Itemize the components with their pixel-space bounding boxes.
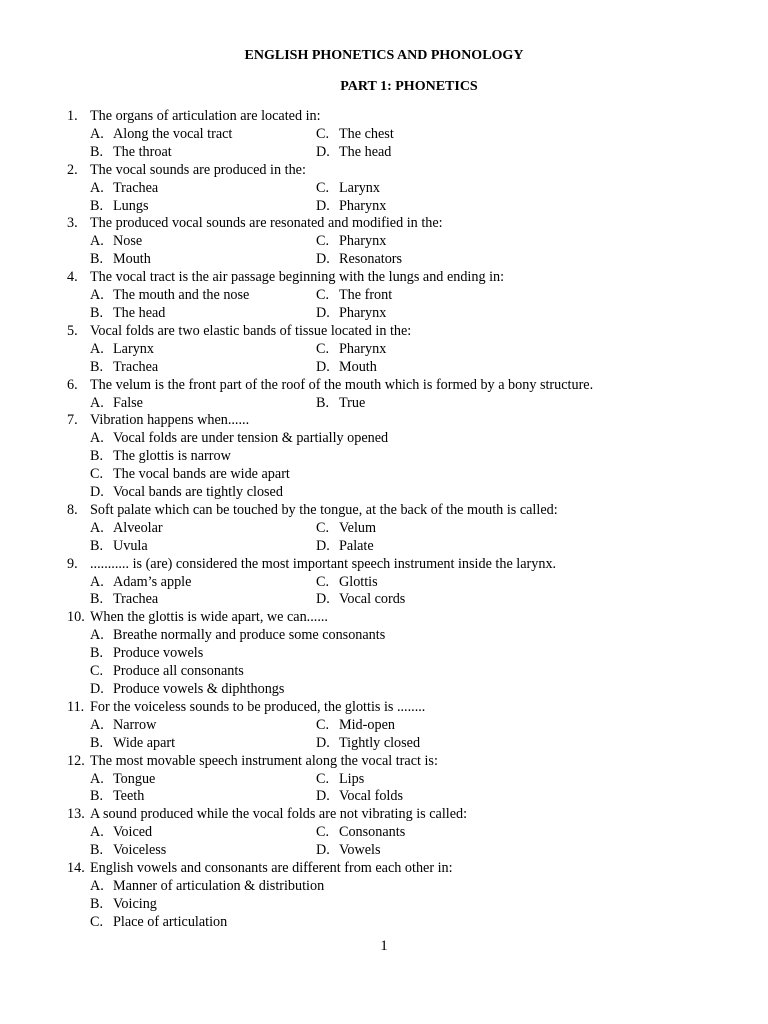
question-item — [67, 215, 707, 269]
option-letter: C. — [90, 913, 104, 930]
question-number: 2. — [67, 161, 78, 178]
question-text: English vowels and consonants are different from each other in: — [90, 860, 453, 877]
option-text: Tongue — [113, 770, 156, 787]
answer-option — [316, 198, 386, 216]
question-number: 14. — [67, 860, 85, 877]
option-text: Produce all consonants — [113, 663, 244, 680]
answer-option — [90, 878, 324, 896]
option-letter: D. — [316, 537, 330, 554]
option-text: Velum — [339, 519, 377, 536]
question-number: 3. — [67, 215, 78, 232]
options-row — [90, 484, 707, 502]
options-row — [90, 180, 707, 198]
option-text: Glottis — [339, 573, 378, 590]
question-line — [67, 699, 707, 717]
question-item — [67, 699, 707, 753]
part-title: PART 1: PHONETICS — [340, 79, 478, 94]
option-text: Produce vowels & diphthongs — [113, 681, 285, 697]
answer-option — [90, 645, 203, 663]
question-text: Vibration happens when...... — [90, 412, 250, 429]
answer-option — [90, 842, 316, 860]
option-text: Palate — [339, 537, 374, 554]
question-number: 9. — [67, 555, 78, 572]
options-row — [90, 574, 707, 592]
question-text: Vocal folds are two elastic bands of tissue located in the: — [90, 322, 412, 339]
option-letter: A. — [90, 716, 104, 733]
option-text: Lips — [339, 770, 365, 787]
options-row — [90, 448, 707, 466]
question-number: 11. — [67, 698, 85, 715]
question-item — [67, 609, 707, 699]
options-row — [90, 233, 707, 251]
answer-option — [90, 896, 157, 914]
option-text: Mouth — [113, 251, 151, 268]
options-block — [67, 878, 707, 932]
options-block — [67, 627, 707, 699]
option-text: Wide apart — [113, 734, 176, 751]
question-item — [67, 412, 707, 502]
option-text: Produce vowels — [113, 645, 204, 662]
option-text: Voiced — [113, 824, 153, 841]
options-row — [90, 627, 707, 645]
option-letter: A. — [90, 287, 104, 304]
option-text: Alveolar — [113, 519, 163, 536]
options-row — [90, 735, 707, 753]
answer-option — [90, 233, 316, 251]
answer-option — [316, 717, 395, 735]
option-text: Pharynx — [339, 233, 387, 250]
options-block — [67, 126, 707, 162]
answer-option — [90, 395, 316, 413]
question-line — [67, 162, 707, 180]
question-item — [67, 806, 707, 860]
option-text: The chest — [339, 125, 394, 142]
option-text: The front — [339, 287, 393, 304]
answer-option — [90, 771, 316, 789]
option-letter: C. — [316, 824, 330, 841]
option-letter: B. — [90, 304, 104, 321]
option-letter: B. — [316, 394, 330, 411]
options-row — [90, 645, 707, 663]
option-letter: B. — [90, 537, 104, 554]
option-text: Mid-open — [339, 716, 395, 733]
option-letter: B. — [90, 842, 104, 859]
option-text: Mouth — [339, 358, 377, 375]
question-text: Soft palate which can be touched by the tongue, at the back of the mouth is called: — [90, 501, 558, 518]
question-line — [67, 323, 707, 341]
question-item — [67, 556, 707, 610]
option-letter: A. — [90, 573, 104, 590]
question-text: The vocal tract is the air passage beginning with the lungs and ending in: — [90, 269, 505, 286]
option-text: Vocal bands are tightly closed — [113, 484, 283, 501]
option-text: Pharynx — [339, 197, 387, 214]
answer-option — [90, 430, 388, 448]
options-row — [90, 251, 707, 269]
answer-option — [90, 824, 316, 842]
options-row — [90, 663, 707, 681]
option-text: Voicing — [113, 895, 157, 912]
question-text: The vocal sounds are produced in the: — [90, 161, 306, 178]
answer-option — [90, 180, 316, 198]
option-letter: D. — [316, 734, 330, 751]
question-item — [67, 269, 707, 323]
option-text: Vocal cords — [339, 591, 406, 608]
options-row — [90, 681, 707, 699]
option-text: Pharynx — [339, 304, 387, 321]
option-text: Trachea — [113, 591, 159, 608]
answer-option — [90, 287, 316, 305]
question-line — [67, 412, 707, 430]
option-letter: C. — [316, 519, 330, 536]
answer-option — [90, 359, 316, 377]
option-text: Lungs — [113, 197, 149, 214]
question-line — [67, 806, 707, 824]
answer-option — [316, 538, 374, 556]
option-text: The throat — [113, 143, 172, 160]
option-letter: D. — [316, 358, 330, 375]
option-letter: A. — [90, 233, 104, 250]
answer-option — [316, 287, 392, 305]
option-letter: C. — [316, 716, 330, 733]
options-block — [67, 233, 707, 269]
option-letter: A. — [90, 430, 104, 447]
options-row — [90, 538, 707, 556]
answer-option — [316, 180, 380, 198]
option-letter: C. — [316, 125, 330, 142]
question-item — [67, 377, 707, 413]
question-text: When the glottis is wide apart, we can...... — [90, 609, 328, 626]
option-text: The glottis is narrow — [113, 448, 231, 465]
option-text: Trachea — [113, 179, 159, 196]
options-row — [90, 914, 707, 932]
question-text: The organs of articulation are located in: — [90, 108, 321, 124]
option-letter: D. — [90, 681, 104, 697]
answer-option — [316, 591, 405, 609]
answer-option — [90, 520, 316, 538]
option-text: Along the vocal tract — [113, 125, 233, 142]
option-text: Trachea — [113, 358, 159, 375]
options-row — [90, 430, 707, 448]
options-row — [90, 878, 707, 896]
option-letter: B. — [90, 645, 104, 662]
options-row — [90, 287, 707, 305]
option-text: Vocal folds — [339, 788, 403, 805]
option-letter: D. — [316, 304, 330, 321]
answer-option — [316, 842, 381, 860]
option-letter: B. — [90, 448, 104, 465]
options-row — [90, 771, 707, 789]
option-letter: C. — [316, 770, 330, 787]
question-number: 4. — [67, 269, 78, 286]
options-row — [90, 824, 707, 842]
option-letter: D. — [316, 842, 330, 859]
question-line — [67, 609, 707, 627]
option-text: Pharynx — [339, 340, 387, 357]
option-letter: D. — [316, 143, 330, 160]
options-row — [90, 520, 707, 538]
answer-option — [90, 251, 316, 269]
question-text: The velum is the front part of the roof of the mouth which is formed by a bony structure. — [90, 376, 594, 393]
options-block — [67, 341, 707, 377]
option-text: Uvula — [113, 537, 148, 554]
question-item — [67, 162, 707, 216]
option-letter: A. — [90, 125, 104, 142]
question-line — [67, 215, 707, 233]
question-item — [67, 502, 707, 556]
option-text: The head — [113, 304, 166, 321]
options-row — [90, 842, 707, 860]
options-row — [90, 395, 707, 413]
answer-option — [90, 448, 231, 466]
option-letter: B. — [90, 358, 104, 375]
option-letter: C. — [90, 466, 104, 483]
options-row — [90, 305, 707, 323]
answer-option — [90, 305, 316, 323]
answer-option — [90, 735, 316, 753]
answer-option — [316, 735, 420, 753]
question-line — [67, 269, 707, 287]
option-letter: A. — [90, 627, 104, 644]
answer-option — [316, 126, 394, 144]
question-number: 6. — [67, 376, 78, 393]
answer-option — [316, 788, 403, 806]
options-row — [90, 717, 707, 735]
option-text: Consonants — [339, 824, 406, 841]
option-letter: A. — [90, 877, 104, 894]
option-letter: C. — [316, 233, 330, 250]
answer-option — [90, 341, 316, 359]
question-line — [67, 556, 707, 574]
question-item — [67, 323, 707, 377]
question-item — [67, 108, 707, 162]
options-row — [90, 466, 707, 484]
question-line — [67, 502, 707, 520]
answer-option — [90, 144, 316, 162]
option-letter: D. — [316, 591, 330, 608]
question-item — [67, 753, 707, 807]
options-row — [90, 126, 707, 144]
answer-option — [316, 144, 391, 162]
answer-option — [90, 717, 316, 735]
question-number: 13. — [67, 806, 85, 823]
option-letter: C. — [316, 573, 330, 590]
option-letter: C. — [316, 287, 330, 304]
option-letter: B. — [90, 251, 104, 268]
question-text: For the voiceless sounds to be produced, the glottis is ........ — [90, 698, 426, 715]
option-text: The mouth and the nose — [113, 287, 250, 304]
option-text: True — [339, 394, 366, 411]
option-letter: B. — [90, 143, 104, 160]
option-letter: D. — [316, 788, 330, 805]
option-letter: B. — [90, 591, 104, 608]
option-text: Narrow — [113, 716, 157, 733]
question-text: The most movable speech instrument along the vocal tract is: — [90, 752, 438, 769]
option-letter: C. — [316, 179, 330, 196]
question-number: 10. — [67, 609, 85, 626]
option-text: Voiceless — [113, 842, 167, 859]
option-letter: D. — [316, 251, 330, 268]
options-block — [67, 287, 707, 323]
options-row — [90, 198, 707, 216]
answer-option — [316, 251, 402, 269]
answer-option — [316, 520, 376, 538]
option-letter: A. — [90, 179, 104, 196]
answer-option — [316, 305, 386, 323]
answer-option — [90, 466, 290, 484]
answer-option — [316, 341, 386, 359]
answer-option — [90, 574, 316, 592]
option-letter: B. — [90, 197, 104, 214]
options-row — [90, 144, 707, 162]
question-text: ........... is (are) considered the most important speech instrument inside the larynx. — [90, 555, 557, 572]
option-text: The vocal bands are wide apart — [113, 466, 290, 483]
option-text: Adam’s apple — [113, 573, 192, 590]
options-row — [90, 591, 707, 609]
question-number: 8. — [67, 501, 78, 518]
answer-option — [90, 627, 385, 645]
answer-option — [316, 395, 365, 413]
question-line — [67, 377, 707, 395]
question-number: 5. — [67, 322, 78, 339]
answer-option — [90, 484, 283, 502]
option-text: Larynx — [113, 340, 154, 357]
option-letter: A. — [90, 824, 104, 841]
option-text: Tightly closed — [339, 734, 421, 751]
answer-option — [90, 788, 316, 806]
options-row — [90, 896, 707, 914]
option-text: Nose — [113, 233, 143, 250]
answer-option — [90, 126, 316, 144]
answer-option — [90, 198, 316, 216]
option-text: Manner of articulation & distribution — [113, 877, 325, 894]
document-title: ENGLISH PHONETICS AND PHONOLOGY — [244, 48, 524, 63]
option-text: Vowels — [339, 842, 381, 859]
answer-option — [316, 233, 386, 251]
option-text: Larynx — [339, 179, 380, 196]
answer-option — [316, 771, 364, 789]
answer-option — [316, 574, 378, 592]
question-list — [67, 108, 707, 932]
question-item — [67, 860, 707, 932]
answer-option — [90, 538, 316, 556]
question-text: The produced vocal sounds are resonated and modified in the: — [90, 215, 443, 232]
option-text: Vocal folds are under tension & partially opened — [113, 430, 389, 447]
option-letter: D. — [316, 197, 330, 214]
answer-option — [90, 591, 316, 609]
option-letter: A. — [90, 770, 104, 787]
answer-option — [90, 681, 284, 699]
option-letter: D. — [90, 484, 104, 501]
options-block — [67, 430, 707, 502]
option-text: The head — [339, 143, 392, 160]
options-block — [67, 717, 707, 753]
options-block — [67, 824, 707, 860]
options-block — [67, 520, 707, 556]
question-number: 7. — [67, 412, 78, 429]
option-letter: C. — [316, 340, 330, 357]
option-text: Teeth — [113, 788, 145, 805]
option-letter: B. — [90, 734, 104, 751]
options-block — [67, 574, 707, 610]
options-block — [67, 395, 707, 413]
question-text: A sound produced while the vocal folds are not vibrating is called: — [90, 806, 468, 823]
answer-option — [90, 914, 227, 932]
option-text: Breathe normally and produce some consonants — [113, 627, 386, 644]
option-letter: B. — [90, 788, 104, 805]
question-line — [67, 108, 707, 126]
options-row — [90, 359, 707, 377]
option-letter: C. — [90, 663, 104, 680]
options-block — [67, 180, 707, 216]
answer-option — [316, 824, 405, 842]
options-row — [90, 341, 707, 359]
option-letter: A. — [90, 519, 104, 536]
answer-option — [90, 663, 244, 681]
answer-option — [316, 359, 377, 377]
option-letter: B. — [90, 895, 104, 912]
question-number: 12. — [67, 752, 85, 769]
option-letter: A. — [90, 340, 104, 357]
question-line — [67, 860, 707, 878]
option-text: Place of articulation — [113, 913, 228, 930]
question-line — [67, 753, 707, 771]
options-row — [90, 788, 707, 806]
question-number: 1. — [67, 108, 78, 124]
option-letter: A. — [90, 394, 104, 411]
page-number: 1 — [380, 938, 388, 954]
option-text: Resonators — [339, 251, 403, 268]
option-text: False — [113, 394, 143, 411]
options-block — [67, 771, 707, 807]
